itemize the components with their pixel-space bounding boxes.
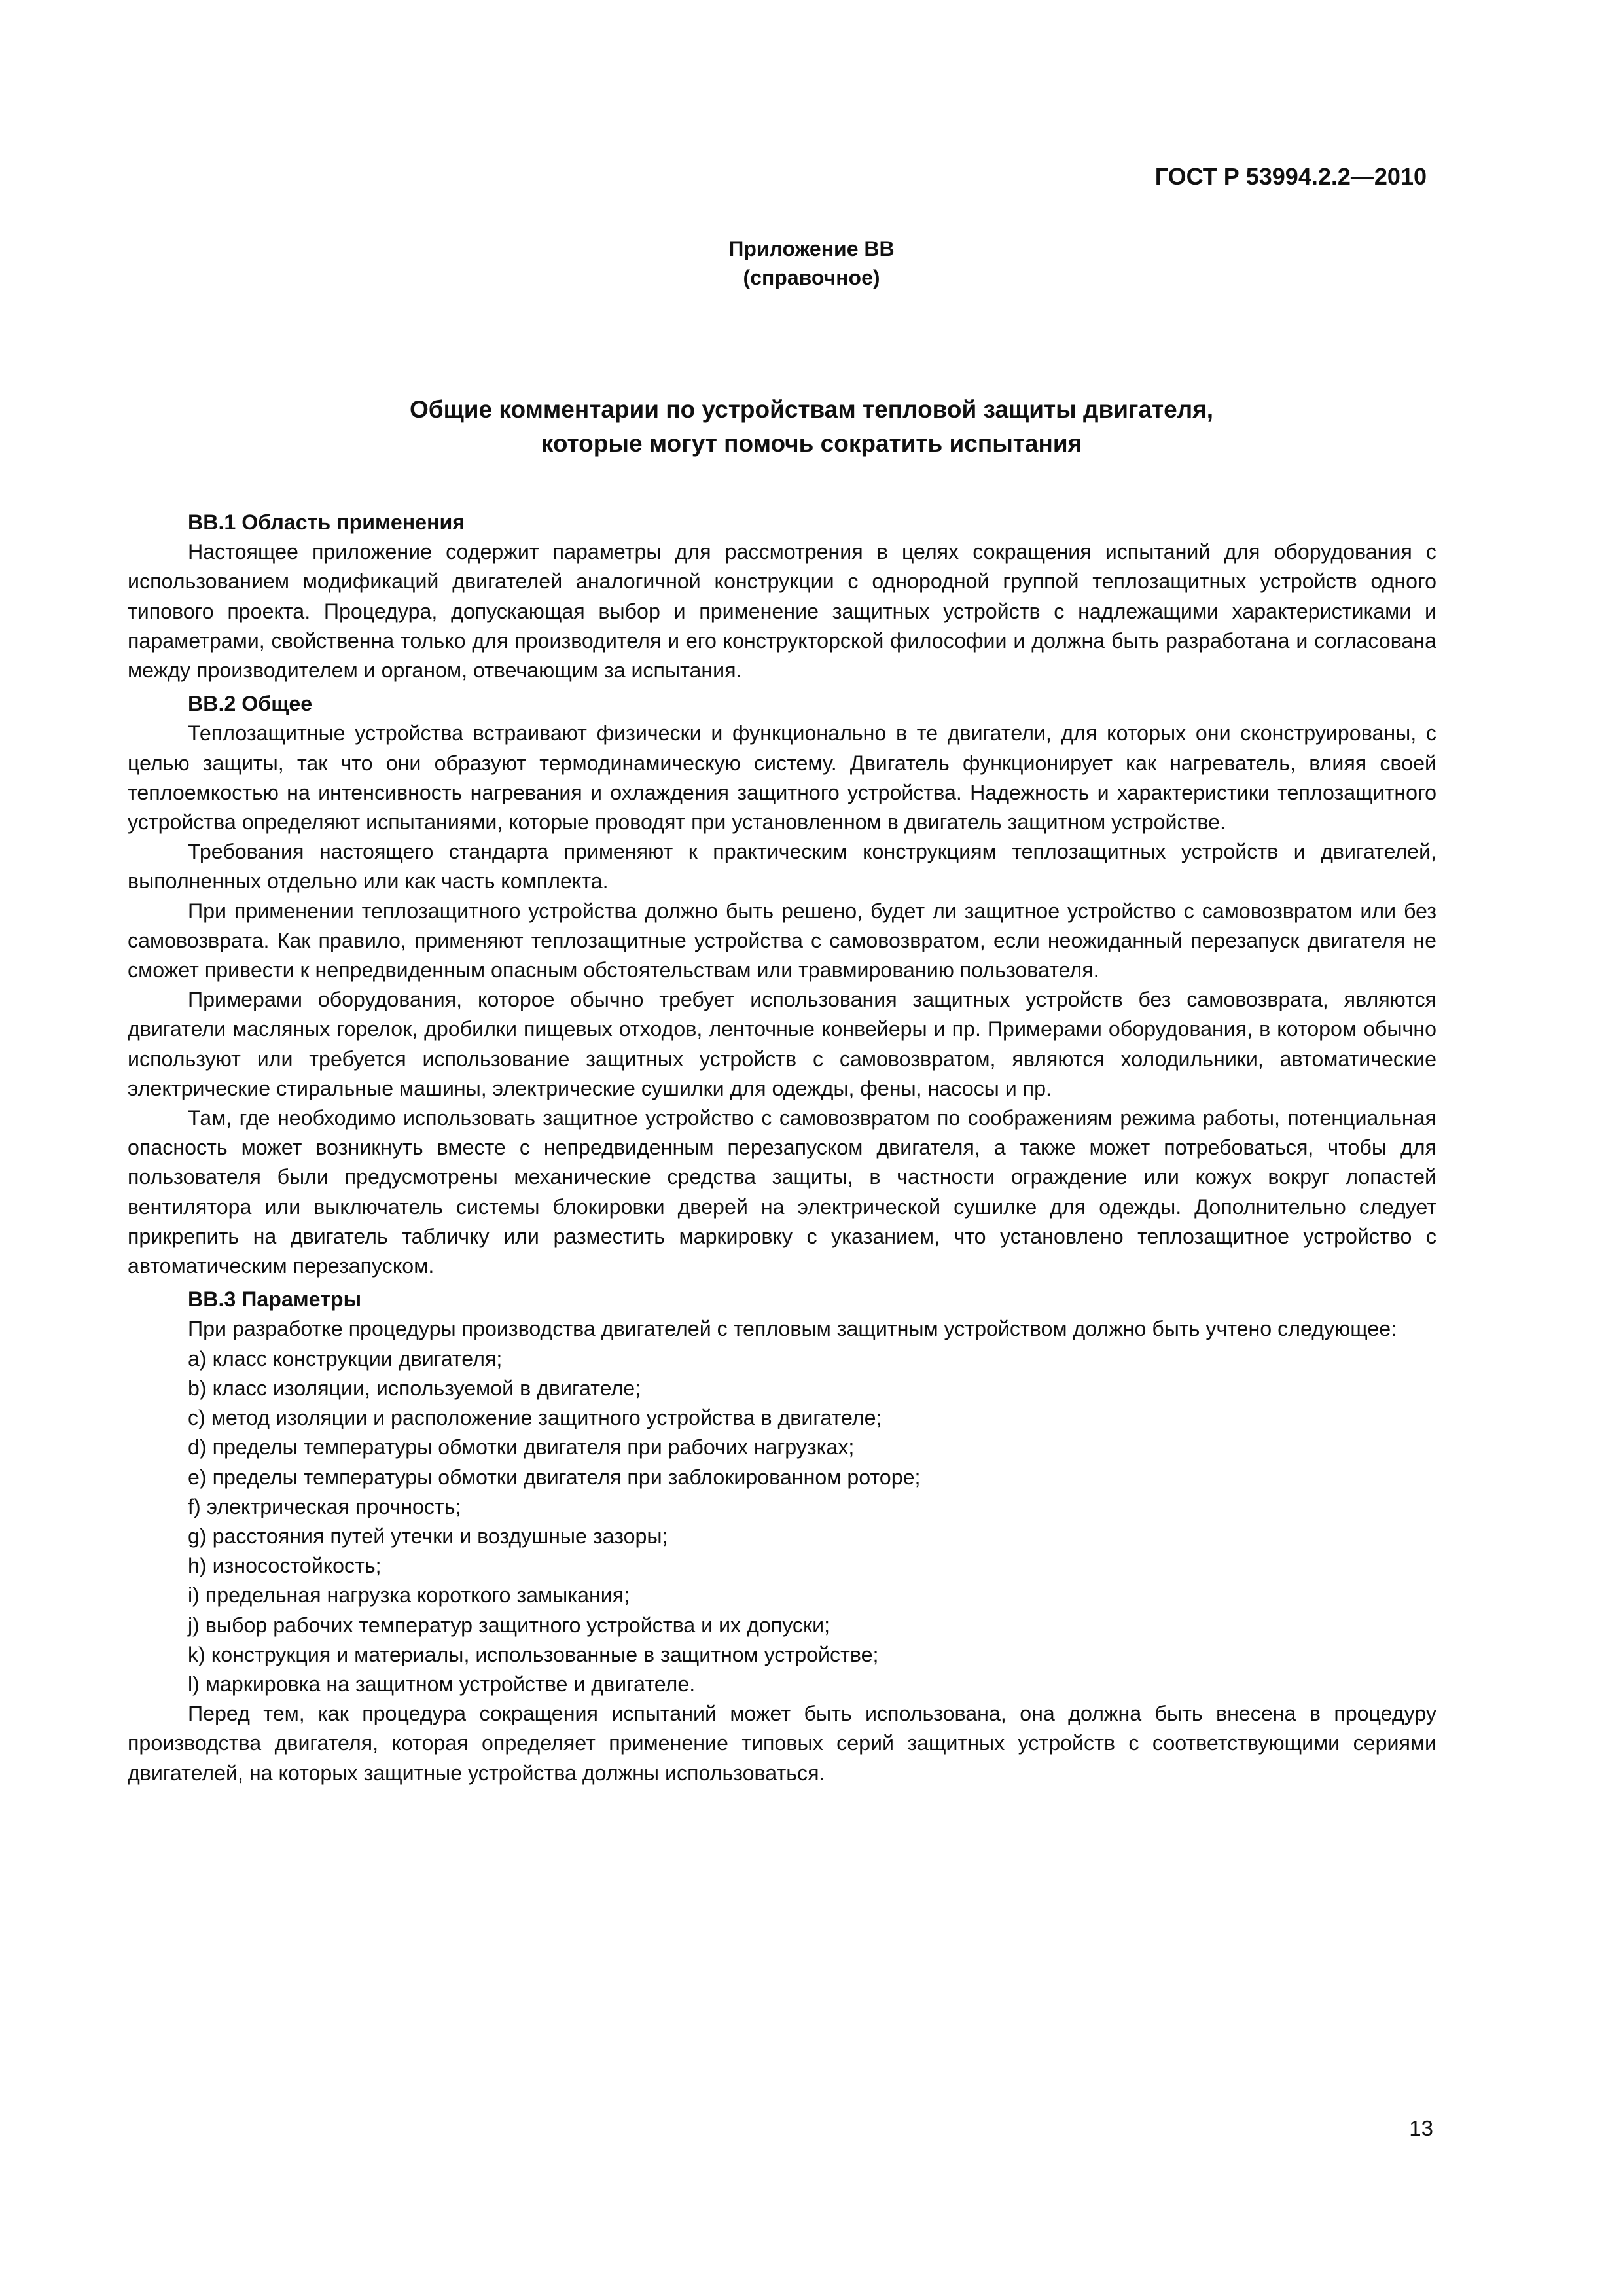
page-number: 13: [1409, 2116, 1433, 2140]
list-item: g) расстояния путей утечки и воздушные зазоры;: [188, 1524, 668, 1548]
annex-title-line-2: которые могут помочь сократить испытания: [541, 430, 1082, 457]
section-heading: ВВ.3 Параметры: [188, 1287, 362, 1312]
list-item: b) класс изоляции, используемой в двигателе;: [188, 1376, 641, 1400]
paragraph: Там, где необходимо использовать защитное устройство с самовозвратом по соображениям режима работы, потенциальная опасность может возникнуть вместе с непредвиденным перезапуском двигателя, а также может потребоваться, чтобы для пользователя были предусмотрены механические средства защиты, в частности ограждение или кожух вокруг лопастей вентилятора или выключатель системы блокировки дверей на электрической сушилке для одежды. Дополнительно следует прикрепить на двигатель табличку или разместить маркировку с указанием, что установлено теплозащитное устройство с автоматическим перезапуском.: [128, 1106, 1436, 1278]
list-item: l) маркировка на защитном устройстве и двигателе.: [188, 1672, 696, 1696]
annex-heading: [0, 234, 1623, 292]
list-item: f) электрическая прочность;: [188, 1494, 461, 1518]
section-general: [128, 689, 1436, 1281]
paragraph: Перед тем, как процедура сокращения испытаний может быть использована, она должна быть внесена в процедуру производства двигателя, которая определяет применение типовых серий защитных устройств с соответствующими сериями двигателей, на которых защитные устройства должны использоваться.: [128, 1702, 1436, 1785]
annex-title: [0, 393, 1623, 461]
document-body: [128, 504, 1436, 1788]
section-parameters: [128, 1285, 1436, 1787]
paragraph: Примерами оборудования, которое обычно требует использования защитных устройств без самовозврата, являются двигатели масляных горелок, дробилки пищевых отходов, ленточные конвейеры и пр. Примерами оборудования, в котором обычно используют или требуется использование защитных устройств с самовозвратом, являются холодильники, автоматические электрические стиральные машины, электрические сушилки для одежды, фены, насосы и пр.: [128, 988, 1436, 1100]
list-item: k) конструкция и материалы, использованные в защитном устройстве;: [188, 1642, 879, 1666]
list-item: a) класс конструкции двигателя;: [188, 1346, 503, 1371]
list-item: e) пределы температуры обмотки двигателя при заблокированном роторе;: [188, 1465, 921, 1489]
list-item: i) предельная нагрузка короткого замыкания;: [188, 1583, 630, 1607]
paragraph: Теплозащитные устройства встраивают физически и функционально в те двигатели, для которых они сконструированы, с целью защиты, так что они образуют термодинамическую систему. Двигатель функционирует как нагреватель, влияя своей теплоемкостью на интенсивность нагревания и охлаждения защитного устройства. Надежность и характеристики теплозащитного устройства определяют испытаниями, которые проводят при установленном в двигатель защитном устройстве.: [128, 721, 1436, 834]
list-item: d) пределы температуры обмотки двигателя при рабочих нагрузках;: [188, 1435, 855, 1460]
annex-name: Приложение ВВ: [728, 237, 895, 260]
list-item: h) износостойкость;: [188, 1554, 382, 1578]
paragraph: Настоящее приложение содержит параметры для рассмотрения в целях сокращения испытаний для оборудования с использованием модификаций двигателей аналогичной конструкции с однородной группой теплозащитных устройств одного типового проекта. Процедура, допускающая выбор и применение защитных устройств с надлежащими характеристиками и параметрами, свойственна только для производителя и его конструкторской философии и должна быть разработана и согласована между производителем и органом, отвечающим за испытания.: [128, 540, 1436, 683]
document-identifier: ГОСТ Р 53994.2.2—2010: [1154, 163, 1427, 190]
list-item: j) выбор рабочих температур защитного устройства и их допуски;: [188, 1613, 830, 1637]
section-heading: ВВ.2 Общее: [188, 692, 313, 716]
paragraph: При разработке процедуры производства двигателей с тепловым защитным устройством должно быть учтено следующее:: [188, 1317, 1397, 1341]
section-heading: ВВ.1 Область применения: [188, 511, 465, 534]
list-item: c) метод изоляции и расположение защитного устройства в двигателе;: [188, 1406, 882, 1430]
paragraph: Требования настоящего стандарта применяют к практическим конструкциям теплозащитных устройств и двигателей, выполненных отдельно или как часть комплекта.: [128, 840, 1436, 893]
parameter-list: [128, 1344, 1436, 1699]
section-scope: [128, 508, 1436, 685]
paragraph: При применении теплозащитного устройства должно быть решено, будет ли защитное устройство с самовозвратом или без самовозврата. Как правило, применяют теплозащитные устройства с самовозвратом, если неожиданный перезапуск двигателя не сможет привести к непредвиденным опасным обстоятельствам или травмированию пользователя.: [128, 899, 1436, 982]
annex-kind: (справочное): [743, 266, 880, 289]
annex-title-line-1: Общие комментарии по устройствам тепловой защиты двигателя,: [409, 396, 1214, 423]
